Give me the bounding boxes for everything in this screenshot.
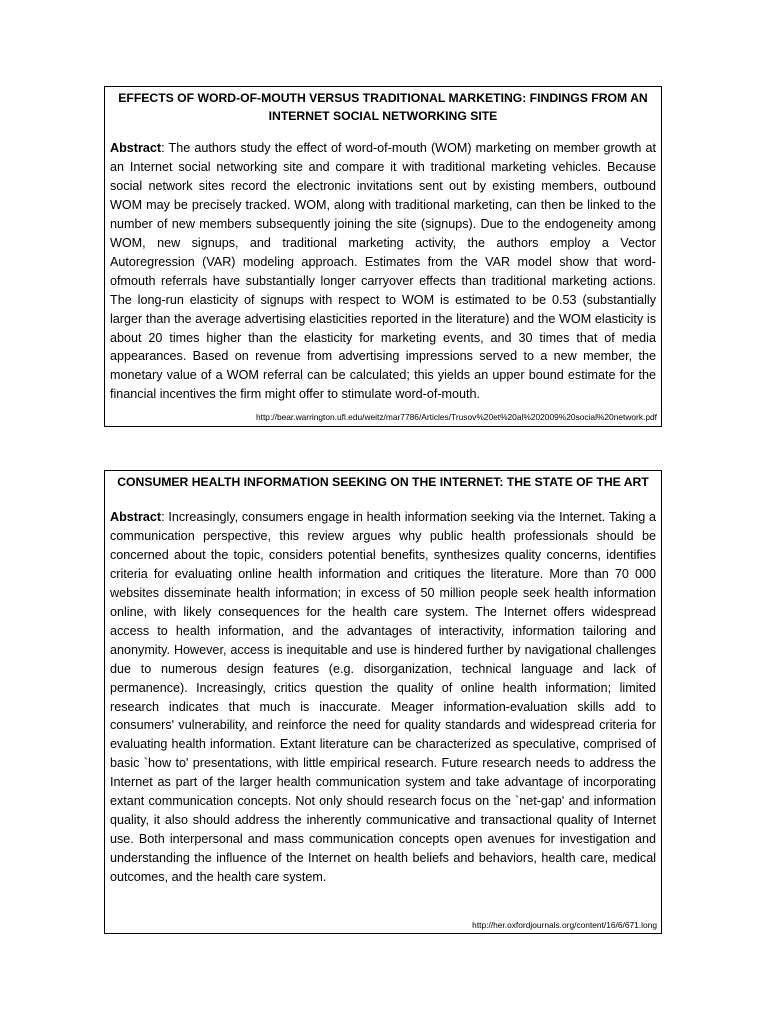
abstract-body: : The authors study the effect of word-of-mouth (WOM) marketing on member growth at an Internet social networking site and compare it with traditional marketing vehicles. Because social network sites record the electronic invitations sent out by existing members, outbound WOM may be precisely tracked. WOM, along with traditional marketing, can then be linked to the number of new members subsequently joining the site (signups). Due to the endogeneity among WOM, new signups, and traditional marketing activity, the authors employ a Vector Autoregression (VAR) modeling approach. Estimates from the VAR model show that word-ofmouth referrals have substantially longer carryover effects than traditional marketing actions. The long-run elasticity of signups with respect to WOM is estimated to be 0.53 (substantially larger than the average advertising elasticities reported in the literature) and the WOM elasticity is about 20 times higher than the elasticity for marketing events, and 30 times that of media appearances. Based on revenue from advertising impressions served to a new member, the monetary value of a WOM referral can be calculated; this yields an upper bound estimate for the financial incentives the firm might offer to stimulate word-of-mouth. bbox=[110, 141, 656, 402]
abstract-label: Abstract bbox=[110, 510, 162, 524]
article-title: EFFECTS OF WORD-OF-MOUTH VERSUS TRADITIONAL MARKETING: FINDINGS FROM AN INTERNET SOCIAL NETWORKING SITE bbox=[118, 91, 648, 123]
abstract-card-wom-marketing bbox=[104, 86, 662, 427]
abstract-label: Abstract bbox=[110, 141, 162, 155]
source-link[interactable]: http://bear.warrington.ufl.edu/weitz/mar7786/Articles/Trusov%20et%20al%202009%20social%20network.pdf bbox=[256, 412, 657, 422]
source-link[interactable]: http://her.oxfordjournals.org/content/16/6/671.long bbox=[472, 920, 657, 930]
article-title: CONSUMER HEALTH INFORMATION SEEKING ON THE INTERNET: THE STATE OF THE ART bbox=[117, 475, 649, 489]
abstract-paragraph bbox=[110, 139, 656, 404]
abstract-paragraph bbox=[110, 508, 656, 887]
abstract-body: : Increasingly, consumers engage in health information seeking via the Internet. Taking a communication perspective, this review argues why public health professionals should be concerned about the topic, considers potential benefits, synthesizes quality concerns, identifies criteria for evaluating online health information and critiques the literature. More than 70 000 websites disseminate health information; in excess of 50 million people seek health information online, with likely consequences for the health care system. The Internet offers widespread access to health information, and the advantages of interactivity, information tailoring and anonymity. However, access is inequitable and use is hindered further by navigational challenges due to numerous design features (e.g. disorganization, technical language and lack of permanence). Increasingly, critics question the quality of online health information; limited research indicates that much is inaccurate. Meager information-evaluation skills add to consumers' vulnerability, and reinforce the need for quality standards and widespread criteria for evaluating health information. Extant literature can be characterized as speculative, comprised of basic `how to' presentations, with little empirical research. Future research needs to address the Internet as part of the larger health communication system and take advantage of incorporating extant communication concepts. Not only should research focus on the `net-gap' and information quality, it also should address the inherently communicative and transactional quality of Internet use. Both interpersonal and mass communication concepts open avenues for investigation and understanding the influence of the Internet on health beliefs and behaviors, health care, medical outcomes, and the health care system. bbox=[110, 510, 656, 885]
abstract-card-health-information bbox=[104, 470, 662, 934]
